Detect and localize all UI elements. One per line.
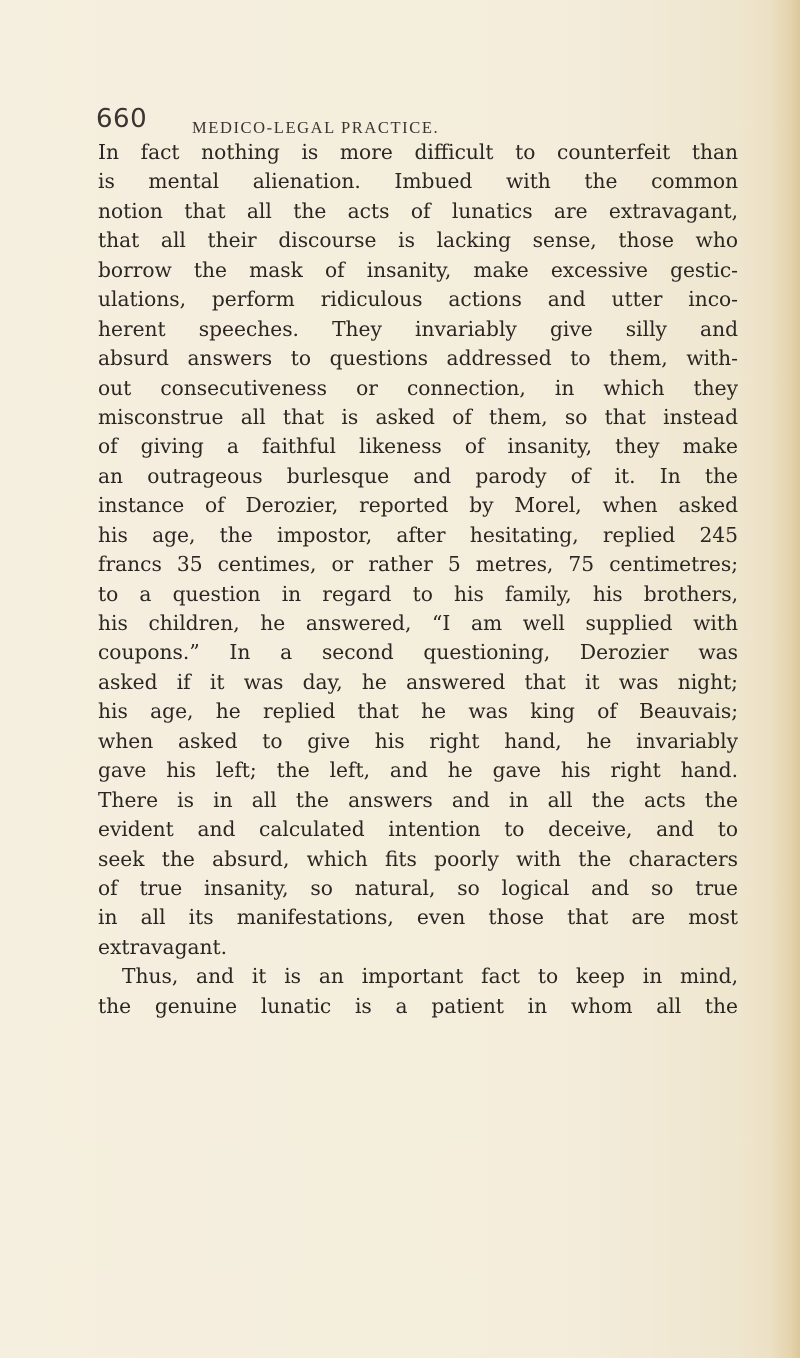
running-title: MEDICO-LEGAL PRACTICE. (192, 118, 440, 137)
text-line: when asked to give his right hand, he invariably (98, 728, 738, 753)
text-line: herent speeches. They invariably give silly and (98, 316, 738, 341)
text-line: gave his left; the left, and he gave his right hand. (98, 758, 738, 783)
text-line: notion that all the acts of lunatics are extravagant, (98, 198, 738, 223)
text-line: of true insanity, so natural, so logical and so true (98, 875, 738, 900)
text-line: the genuine lunatic is a patient in whom all the (98, 993, 738, 1018)
text-line: that all their discourse is lacking sense, those who (98, 228, 738, 253)
page-number: 660 (96, 104, 148, 134)
text-line: instance of Derozier, reported by Morel, when asked (98, 493, 738, 518)
text-line: to a question in regard to his family, his brothers, (98, 581, 738, 606)
text-line: his age, the impostor, after hesitating, replied 245 (98, 522, 738, 547)
text-line: his children, he answered, “I am well supplied with (98, 611, 738, 635)
text-line: seek the absurd, which fits poorly with the characters (98, 846, 738, 871)
text-line: out consecutiveness or connection, in which they (98, 375, 738, 400)
text-line: ulations, perform ridiculous actions and utter inco- (98, 287, 738, 312)
text-line: asked if it was day, he answered that it was night; (98, 669, 738, 694)
text-line: francs 35 centimes, or rather 5 metres, 75 centimetres; (98, 552, 738, 577)
text-line: in all its manifestations, even those that are most (98, 905, 738, 930)
text-line: of giving a faithful likeness of insanity, they make (98, 434, 738, 459)
text-line: his age, he replied that he was king of Beauvais; (98, 699, 738, 724)
text-line: absurd answers to questions addressed to them, with- (98, 346, 738, 371)
text-line-paragraph-start: Thus, and it is an important fact to keep in mind, (122, 964, 738, 989)
page-edge-shadow (770, 0, 800, 1358)
text-line: is mental alienation. Imbued with the common (98, 169, 738, 194)
text-line: an outrageous burlesque and parody of it. In the (98, 463, 738, 488)
text-line: misconstrue all that is asked of them, so that instead (98, 404, 738, 429)
text-line-paragraph-end: extravagant. (98, 934, 228, 959)
text-line: evident and calculated intention to deceive, and to (98, 817, 738, 842)
text-line: coupons.” In a second questioning, Derozier was (98, 640, 738, 665)
text-line: In fact nothing is more difficult to counterfeit than (98, 140, 738, 164)
text-line: borrow the mask of insanity, make excessive gestic- (98, 257, 738, 282)
body-text (98, 138, 738, 1021)
page-header (96, 98, 696, 138)
text-line: There is in all the answers and in all the acts the (98, 787, 738, 812)
